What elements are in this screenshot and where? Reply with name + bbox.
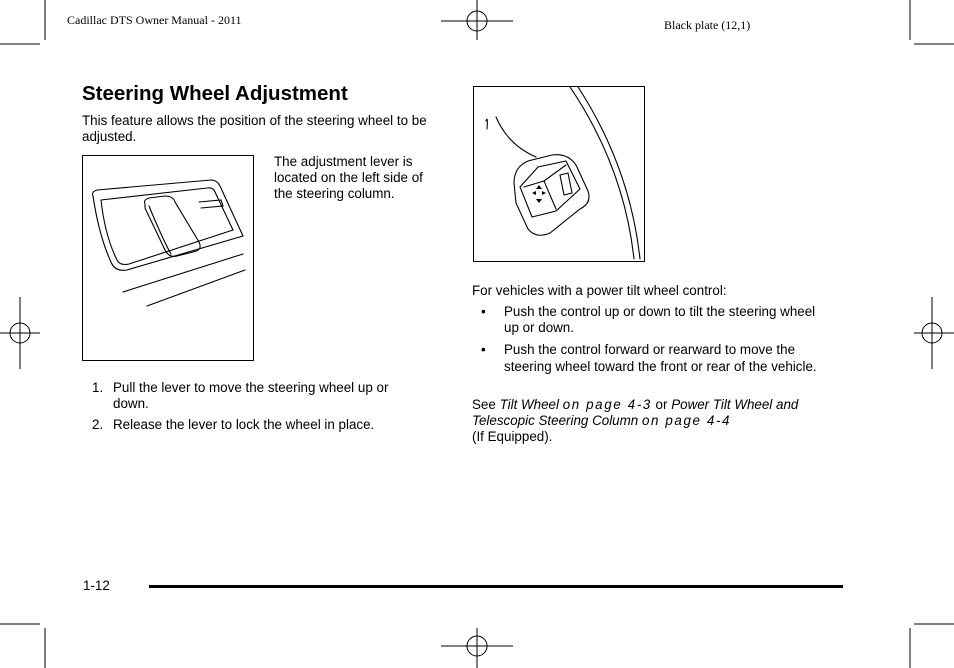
- step-number: 2.: [92, 417, 104, 433]
- bullet-text: Push the control up or down to tilt the steering wheel up or down.: [504, 304, 816, 336]
- xref-tilt-wheel-title[interactable]: Tilt Wheel: [499, 397, 559, 412]
- step-text: Release the lever to lock the wheel in place.: [113, 417, 375, 433]
- xref-power-tilt-title[interactable]: Power Tilt Wheel and Telescopic Steering Column: [472, 397, 799, 429]
- list-item: [472, 304, 832, 336]
- page-number: 1-12: [83, 578, 110, 593]
- bullet-glyph: •: [481, 342, 486, 358]
- xref-power-tilt-page[interactable]: on page 4-4: [641, 413, 732, 429]
- bullet-glyph: •: [481, 304, 486, 319]
- step-text: Pull the lever to move the steering wheel up or down.: [113, 380, 389, 412]
- power-tilt-intro: For vehicles with a power tilt wheel control:: [472, 283, 727, 298]
- footer-rule: [149, 585, 843, 588]
- steering-lever-illustration: [83, 156, 255, 362]
- plate-label: Black plate (12,1): [664, 18, 751, 32]
- manual-title: Cadillac DTS Owner Manual - 2011: [67, 13, 242, 27]
- step-number: 1.: [92, 380, 104, 395]
- xref-tilt-wheel-page[interactable]: on page 4-3: [562, 397, 652, 412]
- section-heading: Steering Wheel Adjustment: [82, 82, 348, 105]
- see-prefix: See: [472, 397, 496, 412]
- steps-list: [92, 380, 412, 434]
- see-suffix: (If Equipped).: [472, 429, 553, 445]
- intro-paragraph: This feature allows the position of the steering wheel to be adjusted.: [82, 113, 427, 145]
- bullet-text: Push the control forward or rearward to move the steering wheel toward the front or rear of the vehicle.: [504, 342, 817, 374]
- list-item: [92, 417, 412, 433]
- power-tilt-bullets: [472, 304, 832, 375]
- power-tilt-figure: [473, 86, 645, 262]
- power-tilt-control-illustration: [474, 87, 646, 263]
- list-item: [472, 342, 832, 374]
- see-also-paragraph: [472, 397, 822, 446]
- list-item: [92, 380, 412, 412]
- lever-figure: [82, 155, 254, 361]
- see-or: or: [655, 397, 668, 412]
- lever-caption: The adjustment lever is located on the left side of the steering column.: [274, 154, 423, 202]
